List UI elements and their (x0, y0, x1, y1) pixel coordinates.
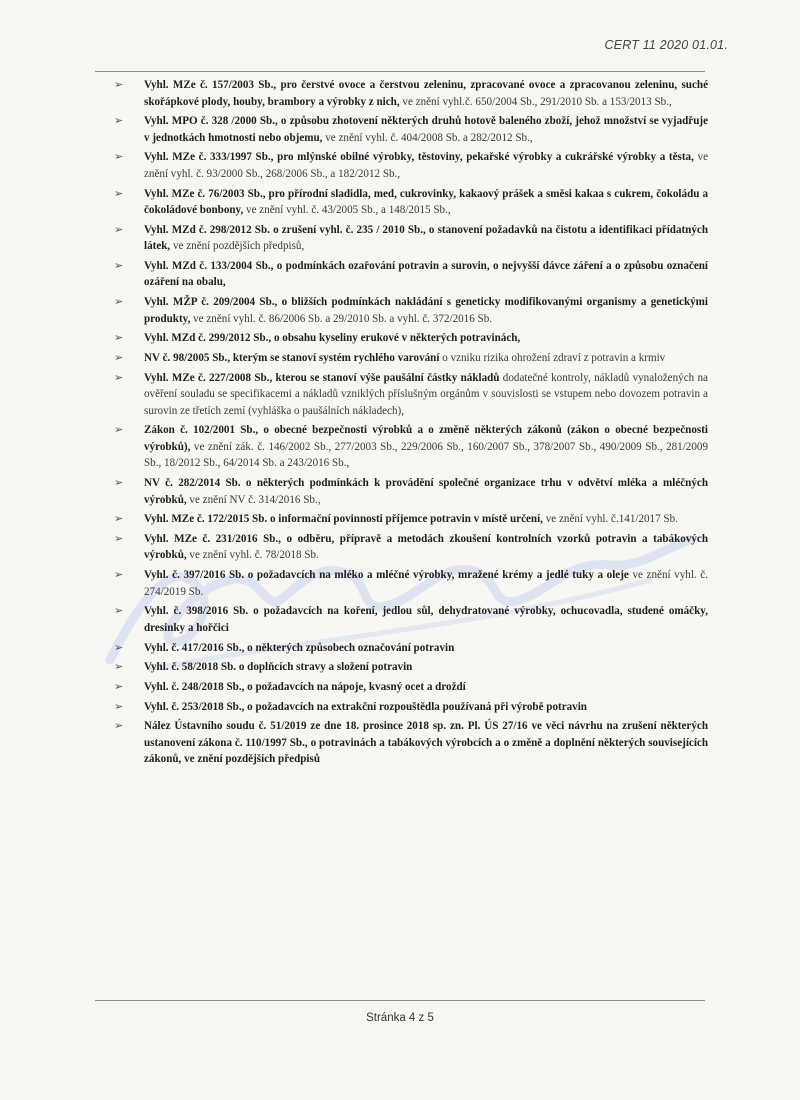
list-item (112, 531, 708, 564)
item-detail: ve znění vyhl. č. 43/2005 Sb., a 148/2015 Sb., (243, 204, 451, 217)
arrow-bullet-icon: ➢ (114, 568, 124, 582)
item-title: Vyhl. č. 58/2018 Sb. o doplňcích stravy a složení potravin (144, 661, 413, 674)
list-item (112, 718, 708, 768)
item-title: Vyhl. MZe č. 231/2016 Sb., o odběru, přípravě a metodách zkoušení kontrolních vzorků potravin a tabákových výrobků, (144, 532, 708, 562)
header-divider (95, 71, 705, 72)
page-number: Stránka 4 z 5 (366, 1012, 434, 1024)
item-detail: ve znění zák. č. 146/2002 Sb., 277/2003 Sb., 229/2006 Sb., 160/2007 Sb., 378/2007 Sb., 490/2009 Sb., 281/2009 Sb., 18/2012 Sb., 64/2014 Sb. a 243/2016 Sb., (144, 440, 708, 470)
arrow-bullet-icon: ➢ (114, 512, 124, 526)
list-item (112, 370, 708, 420)
item-detail: o vzniku rizika ohrožení zdraví z potravin a krmiv (439, 352, 666, 364)
item-title: Vyhl. MZe č. 227/2008 Sb., kterou se stanoví výše paušální částky nákladů (144, 371, 500, 384)
item-title: Vyhl. MZe č. 157/2003 Sb., pro čerstvé ovoce a čerstvou zeleninu, zpracované ovoce a zpracovanou zeleninu, suché skořápkové plody, houby, brambory a výrobky z nich, (144, 79, 708, 108)
list-item (112, 222, 708, 255)
list-item (112, 258, 708, 291)
arrow-bullet-icon: ➢ (114, 423, 124, 437)
arrow-bullet-icon: ➢ (114, 640, 124, 654)
item-detail: dodatečné kontroly, nákladů vynaložených na ověření souladu se specifikacemi a nákladů vzniklých příslušným orgánům v souvislosti se vstupem nebo dovozem potravin a surovin ze třetích zemí (vyhláška o paušálních nákladech), (144, 371, 708, 417)
item-title: Vyhl. MZe č. 76/2003 Sb., pro přírodní sladidla, med, cukrovinky, kakaový prášek a směsi kakaa s cukrem, čokoládu a čokoládové bonbony, (144, 187, 708, 217)
item-detail: ve znění vyhl. č. 78/2018 Sb. (186, 549, 319, 562)
arrow-bullet-icon: ➢ (114, 604, 124, 618)
list-item (112, 567, 708, 600)
arrow-bullet-icon: ➢ (114, 719, 124, 733)
list-item (112, 422, 708, 472)
arrow-bullet-icon: ➢ (114, 660, 124, 674)
item-title: Vyhl. MZd č. 133/2004 Sb., o podmínkách ozařování potravin a surovin, o nejvyšší dávce záření a o způsobu označení ozáření na obalu, (144, 259, 708, 289)
list-item (112, 603, 708, 636)
item-detail: ve znění pozdějších předpisů, (170, 240, 305, 253)
arrow-bullet-icon: ➢ (114, 699, 124, 713)
arrow-bullet-icon: ➢ (114, 331, 124, 345)
item-title: Vyhl. č. 417/2016 Sb., o některých způsobech označování potravin (144, 641, 455, 654)
list-item (112, 350, 708, 367)
item-detail: ve znění vyhl.č. 650/2004 Sb., 291/2010 Sb. a 153/2013 Sb., (399, 95, 672, 108)
item-title: Vyhl. MZd č. 298/2012 Sb. o zrušení vyhl. č. 235 / 2010 Sb., o stanovení požadavků na čistotu a identifikaci přídatných látek, (144, 223, 708, 253)
item-title: Vyhl. č. 397/2016 Sb. o požadavcích na mléko a mléčné výrobky, mražené krémy a jedlé tuky a oleje (144, 569, 629, 582)
item-detail: ve znění vyhl. č. 86/2006 Sb. a 29/2010 Sb. a vyhl. č. 372/2016 Sb. (190, 312, 493, 325)
arrow-bullet-icon: ➢ (114, 531, 124, 545)
arrow-bullet-icon: ➢ (114, 78, 124, 91)
arrow-bullet-icon: ➢ (114, 186, 124, 200)
item-title: Vyhl. MŽP č. 209/2004 Sb., o bližších podmínkách nakládání s geneticky modifikovanými organismy a genetickými produkty, (144, 296, 708, 325)
arrow-bullet-icon: ➢ (114, 679, 124, 693)
item-title: Vyhl. č. 253/2018 Sb., o požadavcích na extrakční rozpouštědla používaná při výrobě potravin (144, 700, 587, 713)
item-detail: ve znění vyhl. č.141/2017 Sb. (542, 513, 678, 526)
arrow-bullet-icon: ➢ (114, 222, 124, 236)
item-detail: ve znění vyhl. č. 404/2008 Sb. a 282/2012 Sb., (322, 131, 533, 144)
item-detail: ve znění vyhl. č. 93/2000 Sb., 268/2006 Sb., a 182/2012 Sb., (144, 151, 709, 180)
item-title: Vyhl. MZe č. 333/1997 Sb., pro mlýnské obilné výrobky, těstoviny, pekařské výrobky a cukrářské výrobky a těsta, (144, 151, 694, 164)
arrow-bullet-icon: ➢ (114, 150, 124, 164)
legislation-list (112, 77, 708, 771)
list-item (112, 659, 708, 676)
item-detail: ve znění vyhl. č. 274/2019 Sb. (144, 569, 708, 598)
item-title: NV č. 282/2014 Sb. o některých podmínkách k provádění společné organizace trhu v odvětví mléka a mléčných výrobků, (144, 477, 708, 506)
arrow-bullet-icon: ➢ (114, 351, 124, 364)
list-item (112, 186, 708, 219)
arrow-bullet-icon: ➢ (114, 114, 124, 128)
list-item (112, 699, 708, 716)
item-title: Vyhl. MZd č. 299/2012 Sb., o obsahu kyseliny erukové v některých potravinách, (144, 332, 521, 345)
list-item (112, 149, 708, 182)
document-code: CERT 11 2020 01.01. (604, 38, 728, 52)
list-item (112, 113, 708, 146)
item-title: Zákon č. 102/2001 Sb., o obecné bezpečnosti výrobků a o změně některých zákonů (zákon o obecné bezpečnosti výrobků), (144, 424, 708, 453)
list-item (112, 679, 708, 696)
footer-divider (95, 1000, 705, 1001)
item-title: Nález Ústavního soudu č. 51/2019 ze dne 18. prosince 2018 sp. zn. Pl. ÚS 27/16 ve věci návrhu na zrušení některých ustanovení zákona č. 110/1997 Sb., o potravinách a tabákových výrobcích a o změně a doplnění některých souvisejících zákonů, ve znění pozdějších předpisů (144, 720, 708, 766)
list-item (112, 294, 708, 327)
list-item (112, 330, 708, 347)
item-title: NV č. 98/2005 Sb., kterým se stanoví systém rychlého varování (144, 352, 440, 364)
arrow-bullet-icon: ➢ (114, 476, 124, 490)
arrow-bullet-icon: ➢ (114, 370, 124, 384)
item-detail: ve znění NV č. 314/2016 Sb., (186, 493, 321, 506)
item-title: Vyhl. MPO č. 328 /2000 Sb., o způsobu zhotovení některých druhů hotově baleného zboží, jehož množství se vyjadřuje v jednotkách hmotnosti nebo objemu, (144, 115, 708, 144)
list-item (112, 640, 708, 657)
item-title: Vyhl. MZe č. 172/2015 Sb. o informační povinnosti příjemce potravin v místě určení, (144, 513, 543, 526)
list-item (112, 511, 708, 528)
list-item (112, 77, 708, 110)
arrow-bullet-icon: ➢ (114, 295, 124, 309)
list-item (112, 475, 708, 508)
item-title: Vyhl. č. 398/2016 Sb. o požadavcích na koření, jedlou sůl, dehydratované výrobky, ochucovadla, studené omáčky, dresinky a hořčici (144, 605, 708, 634)
item-title: Vyhl. č. 248/2018 Sb., o požadavcích na nápoje, kvasný ocet a droždí (144, 680, 466, 693)
arrow-bullet-icon: ➢ (114, 258, 124, 272)
